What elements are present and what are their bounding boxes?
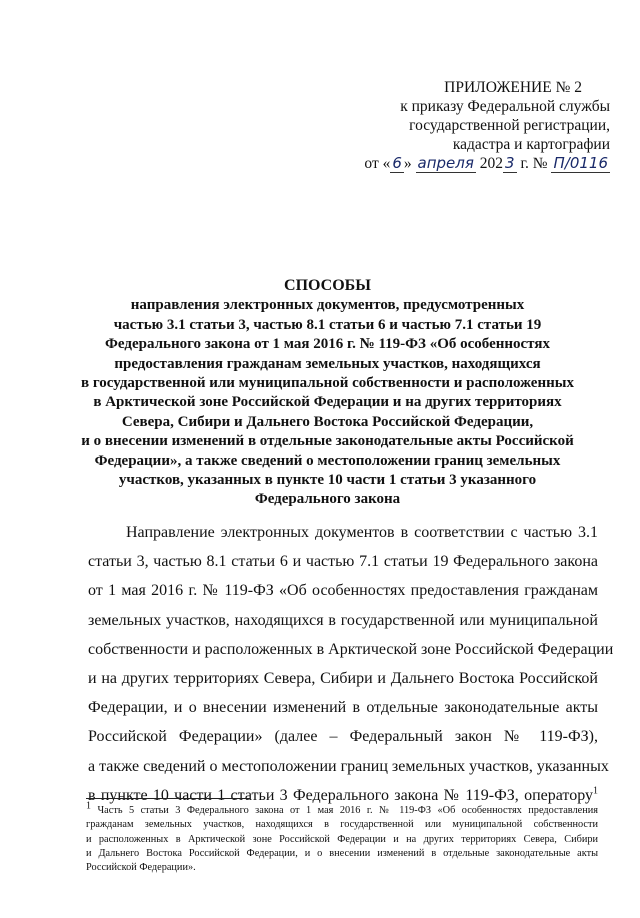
- body-line-text: в пункте 10 части 1 статьи 3 Федерального закона № 119-ФЗ, оператору: [88, 786, 593, 804]
- title-line: Севера, Сибири и Дальнего Востока Российской Федерации,: [121, 413, 534, 430]
- appendix-line: государственной регистрации,: [409, 117, 610, 134]
- title-line: и о внесении изменений в отдельные законодательные акты Российской: [81, 433, 574, 450]
- footnote: [86, 800, 598, 875]
- body-line: земельных участков, находящихся в государственной или муниципальной: [88, 611, 598, 629]
- date-day-handwritten: 6: [392, 154, 402, 172]
- appendix-line: к приказу Федеральной службы: [400, 98, 610, 115]
- body-line: Направление электронных документов в соответствии с частью 3.1: [126, 524, 598, 541]
- body-line: от 1 мая 2016 г. № 119-ФЗ «Об особенностях предоставления гражданам: [88, 582, 598, 600]
- footnote-marker: 1: [86, 800, 91, 812]
- order-number-handwritten: П/0116: [553, 154, 608, 172]
- footnote-line: гражданам земельных участков, находящихся в государственной или муниципальной собственности: [86, 819, 598, 831]
- body-line: Российской Федерации» (далее – Федеральный закон № 119-ФЗ),: [88, 728, 598, 746]
- title-line: в государственной или муниципальной собственности и расположенных: [81, 375, 574, 392]
- title-line: Федерации», а также сведений о местоположении границ земельных: [94, 452, 561, 469]
- order-date-line: [330, 154, 610, 173]
- appendix-line: кадастра и картографии: [452, 136, 610, 153]
- title-line: частью 3.1 статьи 3, частью 8.1 статьи 6 и частью 7.1 статьи 19: [113, 316, 542, 333]
- document-title: [80, 276, 575, 510]
- body-line: собственности и расположенных в Арктической зоне Российской Федерации: [88, 640, 614, 658]
- date-prefix: от «: [364, 155, 391, 172]
- title-line: направления электронных документов, предусмотренных: [130, 297, 525, 314]
- footnote-line: Российской Федерации».: [86, 862, 196, 874]
- body-line: статьи 3, частью 8.1 статьи 6 и частью 7.1 статьи 19 Федерального закона: [88, 553, 598, 571]
- body-line: и на других территориях Севера, Сибири и Дальнего Востока Российской: [88, 670, 598, 688]
- footnote-line: и расположенных в Арктической зоне Российской Федерации и на других территориях Севера, Сибири: [86, 833, 598, 845]
- date-year-prefix: 202: [479, 155, 504, 172]
- appendix-title: ПРИЛОЖЕНИЕ № 2: [444, 79, 582, 96]
- footnote-line: и Дальнего Востока Российской Федерации, и о внесении изменений в отдельные законодательные акты: [86, 847, 598, 859]
- body-line: а также сведений о местоположении границ земельных участков, указанных: [88, 757, 609, 775]
- date-suffix: г. №: [520, 155, 548, 172]
- title-line: Федерального закона: [254, 491, 401, 508]
- title-line: Федерального закона от 1 мая 2016 г. № 119-ФЗ «Об особенностях: [105, 336, 550, 353]
- body-line: Федерации, и о внесении изменений в отдельные законодательные акты: [88, 699, 598, 717]
- date-month-handwritten: апреля: [417, 154, 474, 172]
- footnote-line-text: Часть 5 статьи 3 Федерального закона от 1 мая 2016 г. № 119-ФЗ «Об особенностях предоставления: [97, 805, 598, 816]
- date-mid: »: [403, 155, 412, 172]
- title-line: предоставления гражданам земельных участков, находящихся: [114, 355, 541, 372]
- title-line: в Арктической зоне Российской Федерации и на других территориях: [93, 394, 562, 411]
- date-year-handwritten: 3: [505, 154, 515, 172]
- appendix-header: [330, 78, 610, 173]
- footnote-reference[interactable]: 1: [593, 785, 598, 797]
- title-heading: СПОСОБЫ: [284, 277, 371, 294]
- footnote-divider: [86, 798, 250, 799]
- body-paragraph: [88, 518, 614, 810]
- footnote-line: [86, 800, 598, 818]
- title-line: участков, указанных в пункте 10 части 1 статьи 3 указанного: [118, 472, 537, 489]
